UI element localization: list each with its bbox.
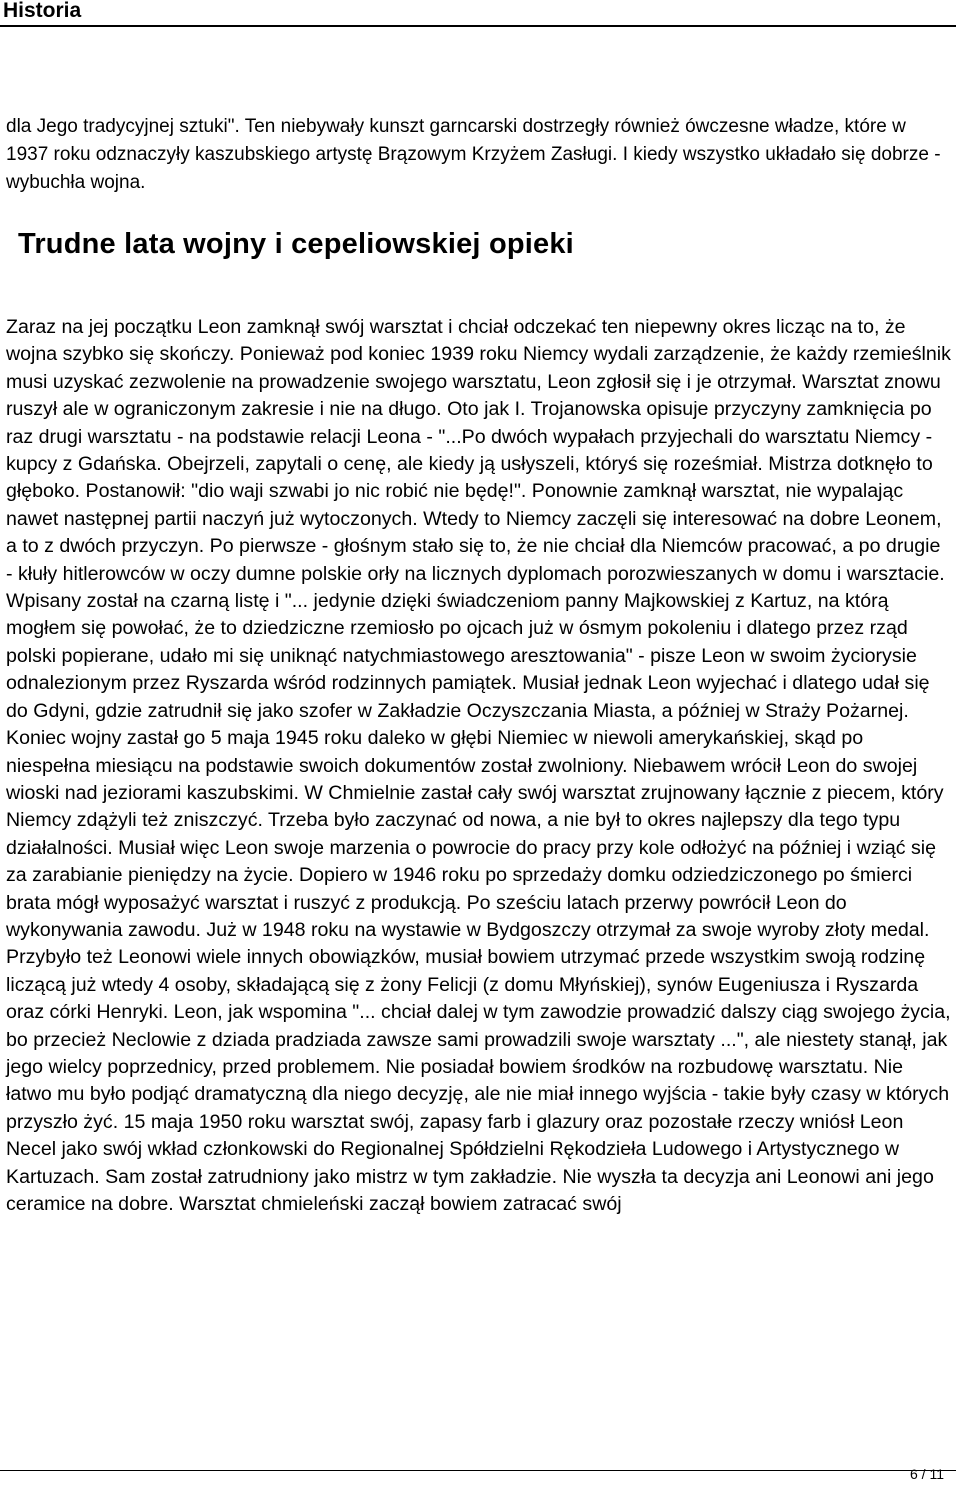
footer-divider [0, 1470, 956, 1471]
page-number: 6 / 11 [910, 1466, 944, 1482]
intro-paragraph: dla Jego tradycyjnej sztuki". Ten niebywały kunszt garncarski dostrzegły również ówczesne władze, które w 1937 roku odznaczyły kaszubskiego artystę Brązowym Krzyżem Zasługi. I kiedy wszystko układało się dobrze - wybuchła wojna. [6, 116, 941, 193]
header-title: Historia [3, 0, 82, 22]
section-heading: Trudne lata wojny i cepeliowskiej opieki [18, 228, 574, 260]
page-header [0, 0, 956, 27]
body-paragraph: Zaraz na jej początku Leon zamknął swój warsztat i chciał odczekać ten niepewny okres licząc na to, że wojna szybko się skończy. Ponieważ pod koniec 1939 roku Niemcy wydali zarządzenie, że każdy rzemieślnik musi uzyskać zezwolenie na prowadzenie swojego warsztatu, Leon zgłosił się i je otrzymał. Warsztat znowu ruszył ale w ograniczonym zakresie i nie na długo. Oto jak I. Trojanowska opisuje przyczyny zamknięcia po raz drugi warsztatu - na podstawie relacji Leona - "...Po dwóch wypałach przyjechali do warsztatu Niemcy - kupcy z Gdańska. Obejrzeli, zapytali o cenę, ale kiedy ją usłyszeli, któryś się roześmiał. Mistrza dotknęło to głęboko. Postanowił: "dio waji szwabi jo nic robić nie będę!". Ponownie zamknął warsztat, nie wypalając nawet następnej partii naczyń już wytoczonych. Wtedy to Niemcy zaczęli się interesować na dobre Leonem, a to z dwóch przyczyn. Po pierwsze - głośnym stało się to, że nie chciał dla Niemców pracować, a po drugie - kłuły hitlerowców w oczy dumne polskie orły na licznych dyplomach porozwieszanych w domu i warsztacie. Wpisany został na czarną listę i "... jedynie dzięki świadczeniom panny Majkowskiej z Kartuz, na którą mogłem się powołać, że to dziedziczne rzemiosło po ojcach już w ósmym pokoleniu i dlatego przez rząd polski popierane, udało mi się uniknąć natychmiastowego aresztowania" - pisze Leon w swoim życiorysie odnalezionym przez Ryszarda wśród rodzinnych pamiątek. Musiał jednak Leon wyjechać i dlatego udał się do Gdyni, gdzie zatrudnił się jako szofer w Zakładzie Oczyszczania Miasta, a później w Straży Pożarnej. Koniec wojny zastał go 5 maja 1945 roku daleko w głębi Niemiec w niewoli amerykańskiej, skąd po niespełna miesiącu na podstawie swoich dokumentów został zwolniony. Niebawem wrócił Leon do swojej wioski nad jeziorami kaszubskimi. W Chmielnie zastał cały swój warsztat zrujnowany łącznie z piecem, który Niemcy zdążyli też zniszczyć. Trzeba było zaczynać od nowa, a nie był to okres najlepszy dla tego typu działalności. Musiał więc Leon swoje marzenia o powrocie do pracy przy kole odłożyć na później i wziąć się za zarabianie pieniędzy na życie. Dopiero w 1946 roku po sprzedaży domku odziedziczonego po śmierci brata mógł wyposażyć warsztat i ruszyć z produkcją. Po sześciu latach przerwy powrócił Leon do wykonywania zawodu. Już w 1948 roku na wystawie w Bydgoszczy otrzymał za swoje wyroby złoty medal. Przybyło też Leonowi wiele innych obowiązków, musiał bowiem utrzymać przede wszystkim swoją rodzinę liczącą już wtedy 4 osoby, składającą się z żony Felicji (z domu Młyńskiej), synów Eugeniusza i Ryszarda oraz córki Henryki. Leon, jak wspomina "... chciał dalej w tym zawodzie prowadzić dalszy ciąg swojego życia, bo przecież Neclowie z dziada pradziada zawsze sami prowadzili swoje warsztaty ...", ale niestety stanął, jak jego wielcy poprzednicy, przed problemem. Nie posiadał bowiem środków na rozbudowę warsztatu. Nie łatwo mu było podjąć dramatyczną dla niego decyzję, ale nie miał innego wyjścia - takie były czasy w których przyszło żyć. 15 maja 1950 roku warsztat swój, zapasy farb i glazury oraz pozostałe rzeczy wniósł Leon Necel jako swój wkład członkowski do Regionalnej Spółdzielni Rękodzieła Ludowego i Artystycznego w Kartuzach. Sam został zatrudniony jako mistrz w tym zakładzie. Nie wyszła ta decyzja ani Leonowi ani jego ceramice na dobre. Warsztat chmieleński zaczął bowiem zatracać swój [6, 316, 951, 1215]
